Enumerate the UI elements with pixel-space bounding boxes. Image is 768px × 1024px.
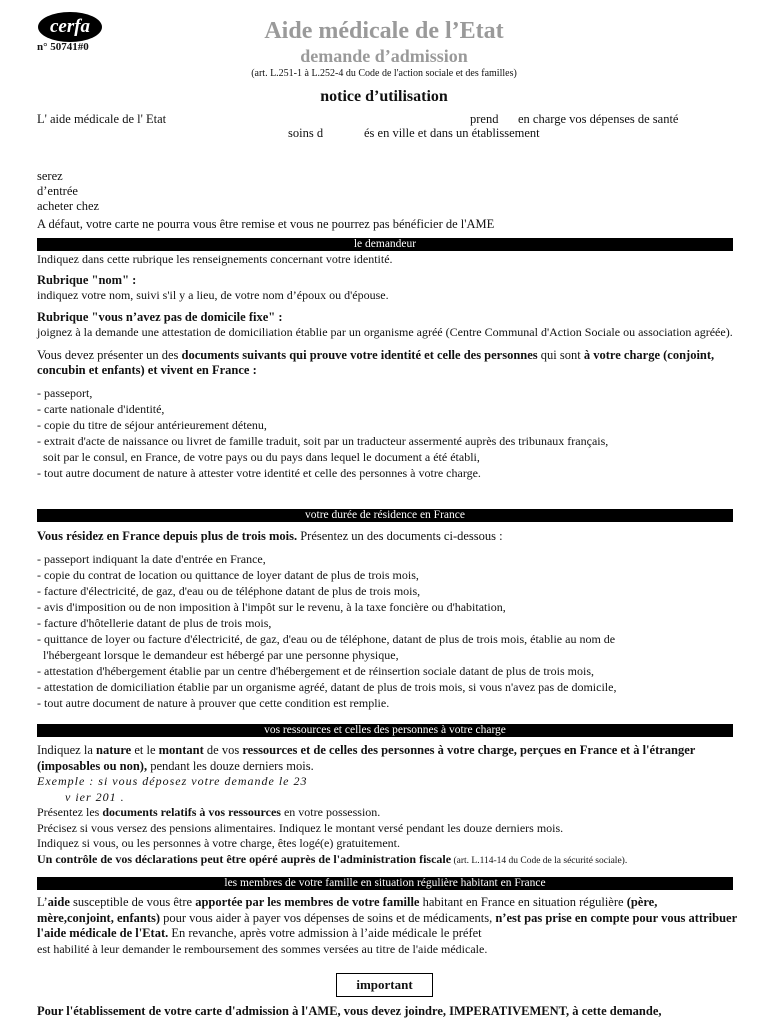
list-item: - copie du contrat de location ou quittance de loyer datant de plus de trois mois, [37,567,419,582]
rubrique-domicile-text: joignez à la demande une attestation de domiciliation établie par un organisme agréé (Centre Communal d'Action Sociale ou association agréée). [37,325,733,339]
cerfa-number: n° 50741#0 [37,41,89,53]
docs-text-b: documents suivants qui prouve votre identité et celle des personnes [181,347,538,362]
res-p1-c: et le [131,743,159,757]
document-title: Aide médicale de l’Etat [264,18,504,44]
section-ressources [37,743,737,869]
intro-fragment-2: d’entrée [37,184,78,198]
list-item: soit par le consul, en France, de votre pays ou du pays dans lequel le document a été établi, [37,449,480,464]
fam-h: n’est pas prise en compte pour vous attribuer l'aide médicale de l'Etat. [37,910,737,940]
ressources-paragraph-2 [37,805,737,821]
rubrique-nom-heading: Rubrique "nom" : [37,272,137,287]
intro-line2-b: és en ville et dans un établissement [364,126,540,140]
res-p1-g: pendant les douze derniers mois. [147,758,314,773]
fam-e: habitant en France en situation régulière [419,895,627,909]
list-item: l'hébergeant lorsque le demandeur est hébergé par une personne physique, [37,647,399,662]
list-item: - copie du titre de séjour antérieurement détenu, [37,417,267,432]
intro-line1-left: L' aide médicale de l' Etat [37,112,167,126]
fam-d: apportée par les membres de votre famille [195,895,420,909]
list-item: - passeport indiquant la date d'entrée en France, [37,551,266,566]
rubrique-nom-text: indiquez votre nom, suivi s'il y a lieu, de votre nom d’époux ou d'épouse. [37,288,389,302]
section-demandeur [37,252,737,481]
res-p1-d: montant [158,743,204,757]
residence-intro-bold: Vous résidez en France depuis plus de trois mois. [37,529,298,543]
list-item: - extrait d'acte de naissance ou livret de famille traduit, soit par un traducteur assermenté auprès des tribunaux français, [37,433,609,448]
section-famille [37,895,737,957]
famille-paragraph-end: est habilité à leur demander le remboursement des sommes versées au titre de l'aide médicale. [37,941,488,956]
document-subtitle: demande d’admission [300,46,468,66]
list-item: - facture d'hôtellerie datant de plus de trois mois, [37,615,272,630]
ressources-paragraph-5 [37,852,737,870]
example-line-1: Exemple : si vous déposez votre demande le 23 [37,774,308,788]
intro-default-line: A défaut, votre carte ne pourra vous être remise et vous ne pourrez pas bénéficier de l'AME [37,217,495,231]
res-p1-f: ressources et de celles des personnes à votre charge, perçues en France et à l'étranger (imposables ou non), [37,743,696,773]
documents-identite-paragraph [37,348,737,379]
list-item: - facture d'électricité, de gaz, d'eau ou de téléphone datant de plus de trois mois, [37,583,421,598]
fam-a: L’ [37,895,48,909]
list-item: - attestation d'hébergement établie par un centre d'hébergement et de réinsertion sociale datant de plus de trois mois, [37,663,595,678]
important-box: important [336,973,433,997]
residence-intro-normal: Présentez un des documents ci-dessous : [297,529,503,543]
notice-heading: notice d’utilisation [320,88,448,105]
fam-i: En revanche, après votre admission à l’aide médicale le préfet [168,926,482,940]
section-bar-ressources: vos ressources et celles des personnes à votre charge [37,724,733,737]
ressources-paragraph-4: Indiquez si vous, ou les personnes à votre charge, êtes logé(e) gratuitement. [37,836,400,850]
res-p2-a: Présentez les [37,805,103,819]
ressources-paragraph-1 [37,743,737,774]
ressources-paragraph-3: Précisez si vous versez des pensions alimentaires. Indiquez le montant versé pendant les douze derniers mois. [37,820,564,835]
list-item: - passeport, [37,385,93,400]
section-bar-famille: les membres de votre famille en situation régulière habitant en France [37,877,733,890]
intro-fragment-1: serez [37,169,63,183]
docs-text-d: à votre charge (conjoint, concubin et enfants) et vivent en France : [37,347,715,377]
list-item: - carte nationale d'identité, [37,401,165,416]
docs-text-a: Vous devez présenter un des [37,347,182,362]
important-text: Pour l'établissement de votre carte d'admission à l'AME, vous devez joindre, IMPERATIVEMENT, à cette demande, [37,1004,662,1018]
intro-line1-right-b: en charge vos dépenses de santé [518,112,679,126]
section-bar-residence: votre durée de résidence en France [37,509,733,522]
demandeur-intro: Indiquez dans cette rubrique les renseignements concernant votre identité. [37,252,393,266]
fam-c: susceptible de vous être [69,895,196,909]
section-bar-demandeur: le demandeur [37,238,733,251]
fam-b: aide [47,895,70,909]
intro-fragment-3: acheter chez [37,199,100,213]
list-item: - quittance de loyer ou facture d'électricité, de gaz, d'eau ou de téléphone, datant de plus de trois mois, établie au nom de [37,631,616,646]
list-item: - attestation de domiciliation établie par un organisme agréé, datant de plus de trois mois, si vous n'avez pas de domicile, [37,679,617,694]
list-item: - tout autre document de nature à attester votre identité et celle des personnes à votre charge. [37,465,481,480]
res-p1-a: Indiquez la [37,743,97,757]
res-p2-b: documents relatifs à vos ressources [102,805,281,819]
identity-documents-list [37,385,737,481]
rubrique-domicile-heading: Rubrique "vous n’avez pas de domicile fixe" : [37,309,283,324]
legal-reference: (art. L.251-1 à L.252-4 du Code de l'action sociale et des familles) [251,68,517,79]
intro-line1-right-a: prend [470,112,499,126]
example-line-2: v ier 201 . [65,789,125,804]
famille-paragraph [37,895,737,942]
res-p5-small: (art. L.114-14 du Code de la sécurité sociale). [451,855,628,866]
res-p5-bold: Un contrôle de vos déclarations peut être opéré auprès de l'administration fiscale [37,851,452,866]
fam-g: pour vous aider à payer vos dépenses de soins et de médicaments, [160,910,496,925]
res-p2-c: en votre possession. [280,805,381,819]
intro-line2-a: soins d [288,126,324,140]
section-residence [37,529,737,711]
cerfa-logo: cerfa [38,12,102,42]
list-item: - avis d'imposition ou de non imposition à l'impôt sur le revenu, à la taxe foncière ou d'habitation, [37,599,506,614]
fam-f: (père, mère,conjoint, enfants) [37,895,658,925]
list-item: - tout autre document de nature à prouver que cette condition est remplie. [37,695,390,710]
docs-text-c: qui sont [537,347,584,362]
residence-intro [37,529,737,545]
residence-documents-list [37,551,737,711]
res-p1-b: nature [96,743,132,757]
res-p1-e: de vos [203,743,243,757]
